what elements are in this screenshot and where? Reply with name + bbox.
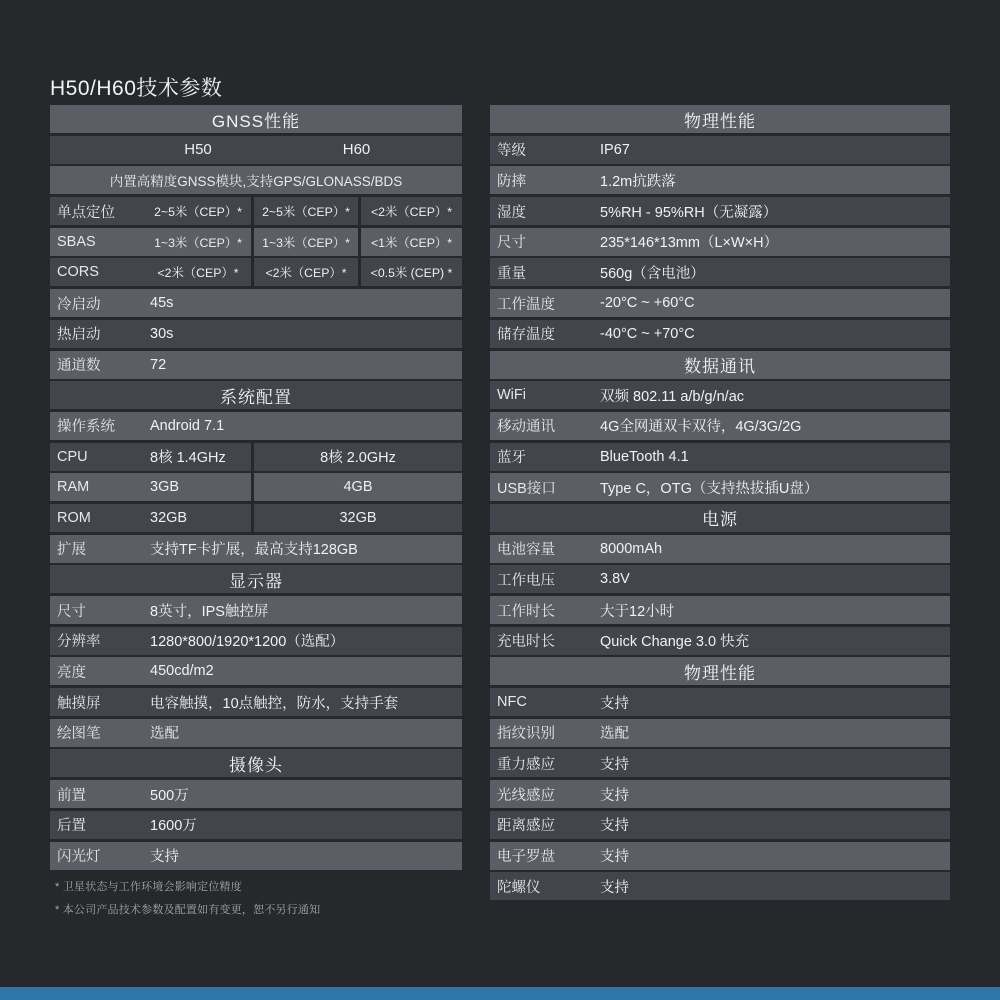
section-header-row	[50, 381, 462, 409]
table-row	[490, 381, 950, 409]
row-label: 单点定位	[57, 204, 115, 221]
row-value: 560g（含电池）	[600, 265, 705, 282]
row-value: 8核 1.4GHz	[150, 450, 226, 467]
row-label: RAM	[57, 479, 90, 496]
section-header-row	[490, 351, 950, 379]
section-header-row	[490, 504, 950, 532]
table-row	[490, 136, 950, 164]
table-row	[50, 627, 462, 655]
row-label: 扩展	[57, 542, 86, 559]
row-value: 8000mAh	[600, 540, 663, 557]
section-header-row	[490, 657, 950, 685]
row-label: 冷启动	[57, 296, 101, 313]
row-value: BlueTooth 4.1	[600, 448, 689, 465]
row-value: 支持TF卡扩展，最高支持128GB	[150, 542, 358, 559]
row-value: 3GB	[150, 479, 180, 496]
table-row	[490, 320, 950, 348]
row-value: 支持	[150, 849, 179, 865]
row-label: 电子罗盘	[497, 849, 555, 865]
column-header-h50: H50	[184, 141, 212, 159]
row-value: 72	[150, 356, 167, 373]
row-value: 选配	[150, 726, 179, 743]
table-row	[50, 258, 462, 286]
row-value: <0.5米 (CEP) *	[358, 258, 462, 286]
row-label: 前置	[57, 787, 86, 804]
column-header-h60: H60	[342, 141, 371, 159]
table-row	[490, 627, 950, 655]
row-value: 双频 802.11 a/b/g/n/ac	[600, 388, 745, 405]
row-label: 工作时长	[497, 603, 555, 620]
row-label: WiFi	[497, 387, 526, 404]
row-label: 指纹识别	[497, 726, 555, 743]
row-value: 电容触摸，10点触控，防水，支持手套	[150, 695, 399, 712]
row-value: -40°C ~ +70°C	[600, 325, 695, 342]
row-label: 工作温度	[497, 296, 555, 313]
row-value: 235*146*13mm（L×W×H）	[600, 235, 779, 252]
row-label: 重力感应	[497, 756, 555, 773]
row-label: 防摔	[497, 173, 526, 190]
row-label: 触摸屏	[57, 695, 101, 712]
page-title: H50/H60技术参数	[50, 77, 223, 100]
column-header-spacer	[50, 136, 145, 164]
row-value: 1~3米（CEP）*	[154, 235, 242, 250]
section-header: 电源	[702, 510, 738, 530]
table-row	[50, 443, 462, 471]
row-value: <2米（CEP）*	[157, 266, 239, 281]
row-value: 2~5米（CEP）*	[251, 197, 358, 225]
table-row	[50, 197, 462, 225]
row-value: 32GB	[150, 509, 188, 526]
table-row	[50, 289, 462, 317]
gnss-system-spec-table	[50, 105, 462, 870]
table-row	[490, 565, 950, 593]
row-label: 通道数	[57, 358, 101, 374]
section-header: 系统配置	[220, 387, 292, 407]
table-row	[50, 166, 462, 194]
table-row	[50, 351, 462, 379]
row-value: 30s	[150, 325, 174, 342]
table-row	[490, 473, 950, 501]
row-value: 大于12小时	[600, 603, 675, 620]
row-label: 重量	[497, 265, 526, 282]
row-value: 内置高精度GNSS模块,支持GPS/GLONASS/BDS	[109, 174, 403, 190]
table-row	[490, 719, 950, 747]
table-row	[50, 535, 462, 563]
row-label: 热启动	[57, 327, 101, 344]
section-header-row	[50, 749, 462, 777]
table-row	[490, 749, 950, 777]
row-label: 蓝牙	[497, 450, 526, 467]
table-row	[490, 535, 950, 563]
row-value: 支持	[600, 787, 629, 804]
row-label: NFC	[497, 694, 527, 711]
row-label: ROM	[57, 509, 91, 526]
row-label: 绘图笔	[57, 726, 101, 743]
row-value: 500万	[150, 787, 189, 804]
table-row	[490, 197, 950, 225]
table-row	[490, 228, 950, 256]
row-label: CPU	[57, 448, 88, 465]
table-row	[490, 688, 950, 716]
row-label: 储存温度	[497, 327, 555, 344]
table-row	[50, 228, 462, 256]
section-header-row	[50, 105, 462, 133]
row-value: Type C，OTG（支持热拔插U盘）	[600, 480, 819, 497]
row-value: 支持	[600, 849, 629, 865]
table-row	[50, 688, 462, 716]
table-row	[490, 780, 950, 808]
section-header: 物理性能	[684, 663, 756, 683]
table-row	[490, 166, 950, 194]
row-value: 45s	[150, 295, 174, 312]
row-value: <1米（CEP）*	[358, 228, 462, 256]
table-row	[50, 719, 462, 747]
table-row	[490, 842, 950, 870]
row-value: 3.8V	[600, 571, 630, 588]
row-label: 尺寸	[57, 603, 86, 620]
row-label: 等级	[497, 143, 526, 160]
row-label: 充电时长	[497, 634, 555, 651]
row-label: 后置	[57, 818, 86, 835]
row-value: 1~3米（CEP）*	[251, 228, 358, 256]
table-row	[490, 443, 950, 471]
row-value: <2米（CEP）*	[358, 197, 462, 225]
row-value: 450cd/m2	[150, 663, 214, 680]
physical-power-spec-table	[490, 105, 950, 900]
row-label: 距离感应	[497, 818, 555, 835]
row-value: 1600万	[150, 818, 197, 835]
table-row	[50, 780, 462, 808]
row-value: 4G全网通双卡双待，4G/3G/2G	[600, 419, 802, 436]
row-label: SBAS	[57, 233, 96, 250]
row-label: 亮度	[57, 664, 86, 681]
footnote-disclaimer: * 本公司产品技术参数及配置如有变更，恕不另行通知	[55, 904, 321, 916]
footnote-accuracy: * 卫星状态与工作环境会影响定位精度	[55, 881, 242, 893]
section-header: 物理性能	[684, 111, 756, 131]
row-value: 8核 2.0GHz	[251, 443, 462, 471]
row-label: 电池容量	[497, 542, 555, 559]
table-row	[50, 811, 462, 839]
row-value: IP67	[600, 141, 630, 158]
table-row	[490, 872, 950, 900]
section-header: 显示器	[229, 571, 283, 591]
row-value: 1.2m抗跌落	[600, 173, 676, 190]
row-label: 操作系统	[57, 419, 115, 436]
section-header: GNSS性能	[211, 111, 301, 131]
row-value: <2米（CEP）*	[251, 258, 358, 286]
row-value: 32GB	[251, 504, 462, 532]
row-value: Android 7.1	[150, 417, 225, 434]
table-row	[490, 412, 950, 440]
row-label: 湿度	[497, 204, 526, 221]
row-label: USB接口	[497, 480, 556, 497]
table-row	[50, 320, 462, 348]
row-label: 光线感应	[497, 787, 555, 804]
column-header-row	[50, 136, 462, 164]
table-row	[50, 596, 462, 624]
row-value: 2~5米（CEP）*	[154, 205, 242, 220]
section-header: 数据通讯	[684, 357, 756, 376]
row-value: 4GB	[251, 473, 462, 501]
row-label: 工作电压	[497, 572, 555, 589]
row-label: CORS	[57, 264, 99, 281]
table-row	[50, 412, 462, 440]
row-value: 1280*800/1920*1200（选配）	[150, 634, 345, 651]
row-value: 支持	[600, 695, 629, 712]
table-row	[50, 842, 462, 870]
table-row	[490, 811, 950, 839]
row-label: 尺寸	[497, 235, 526, 252]
row-value: Quick Change 3.0 快充	[600, 634, 750, 651]
row-label: 分辨率	[57, 634, 101, 651]
row-value: 选配	[600, 726, 629, 743]
table-row	[50, 657, 462, 685]
table-row	[490, 596, 950, 624]
footer-accent-bar	[0, 987, 1000, 1000]
row-value: 支持	[600, 879, 629, 896]
section-header: 摄像头	[229, 755, 283, 775]
table-row	[490, 289, 950, 317]
row-value: -20°C ~ +60°C	[600, 295, 695, 312]
row-value: 支持	[600, 818, 629, 835]
section-header-row	[50, 565, 462, 593]
row-label: 移动通讯	[497, 419, 555, 436]
row-value: 支持	[600, 756, 629, 773]
row-label: 闪光灯	[57, 849, 101, 865]
table-row	[490, 258, 950, 286]
section-header-row	[490, 105, 950, 133]
row-label: 陀螺仪	[497, 879, 541, 896]
table-row	[50, 473, 462, 501]
row-value: 8英寸，IPS触控屏	[150, 603, 269, 620]
row-value: 5%RH - 95%RH（无凝露）	[600, 204, 778, 221]
table-row	[50, 504, 462, 532]
